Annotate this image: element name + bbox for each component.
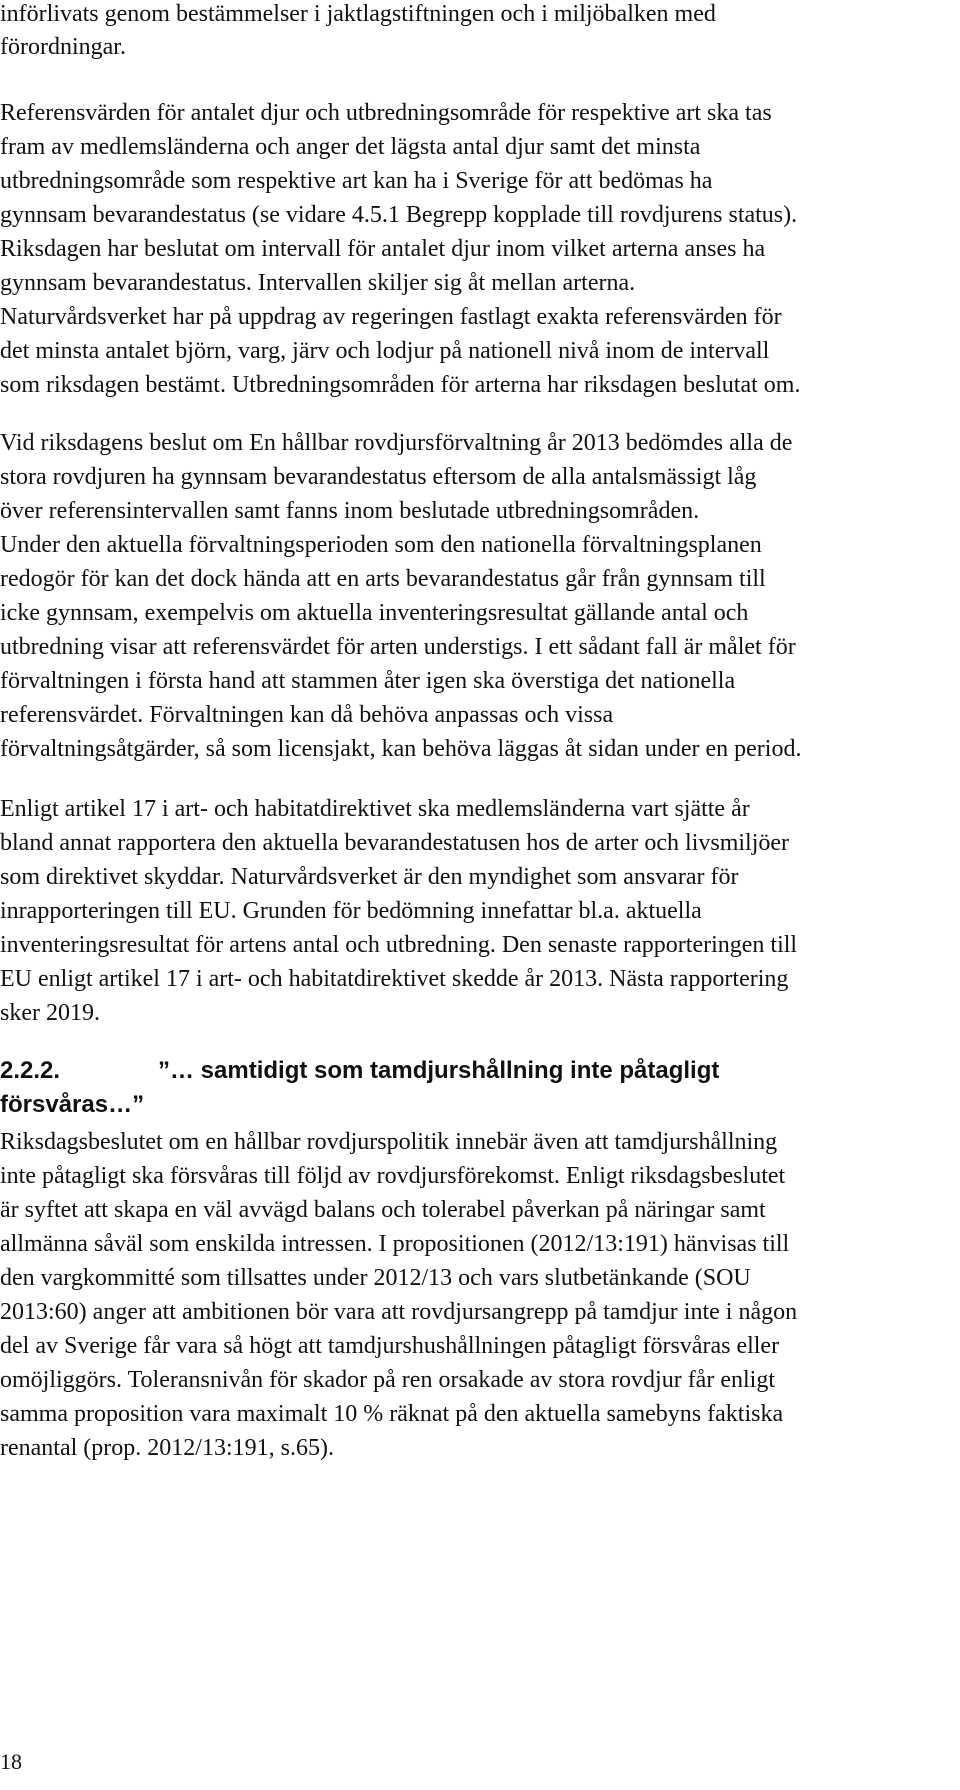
heading-line: försvåras…” <box>0 1091 145 1118</box>
text-line: EU enligt artikel 17 i art- och habitatdirektivet skedde år 2013. Nästa rapportering <box>0 966 789 992</box>
page-number: 18 <box>0 1749 22 1774</box>
text-line: utbredningsområde som respektive art kan ha i Sverige för att bedömas ha <box>0 168 713 194</box>
heading-number: 2.2.2. <box>0 1057 61 1084</box>
text-line: den vargkommitté som tillsattes under 2012/13 och vars slutbetänkande (SOU <box>0 1265 751 1291</box>
text-line: förvaltningsåtgärder, så som licensjakt, kan behöva läggas åt sidan under en period. <box>0 736 802 762</box>
text-line: Naturvårdsverket har på uppdrag av regeringen fastlagt exakta referensvärden för <box>0 304 782 330</box>
text-line: redogör för kan det dock hända att en arts bevarandestatus går från gynnsam till <box>0 566 766 592</box>
text-line: Vid riksdagens beslut om En hållbar rovdjursförvaltning år 2013 bedömdes alla de <box>0 430 793 456</box>
text-line: införlivats genom bestämmelser i jaktlagstiftningen och i miljöbalken med <box>0 1 716 27</box>
text-line: som riksdagen bestämt. Utbredningsområden för arterna har riksdagen beslutat om. <box>0 372 801 398</box>
text-line: sker 2019. <box>0 1000 100 1026</box>
text-line: bland annat rapportera den aktuella bevarandestatusen hos de arter och livsmiljöer <box>0 830 790 856</box>
text-line: Referensvärden för antalet djur och utbredningsområde för respektive art ska tas <box>0 100 772 126</box>
text-line: stora rovdjuren ha gynnsam bevarandestatus eftersom de alla antalsmässigt låg <box>0 464 757 490</box>
text-line: inventeringsresultat för artens antal och utbredning. Den senaste rapporteringen till <box>0 932 798 958</box>
text-line: Enligt artikel 17 i art- och habitatdirektivet ska medlemsländerna vart sjätte år <box>0 796 750 822</box>
heading-title: ”… samtidigt som tamdjurshållning inte påtagligt <box>158 1057 720 1084</box>
text-line: gynnsam bevarandestatus (se vidare 4.5.1 Begrepp kopplade till rovdjurens status). <box>0 202 798 228</box>
text-line: förordningar. <box>0 34 126 60</box>
text-line: 2013:60) anger att ambitionen bör vara att rovdjursangrepp på tamdjur inte i någon <box>0 1299 798 1325</box>
text-line: utbredning visar att referensvärdet för arten understigs. I ett sådant fall är målet för <box>0 634 796 660</box>
text-line: är syftet att skapa en väl avvägd balans och tolerabel påverkan på näringar samt <box>0 1197 766 1223</box>
text-line: över referensintervallen samt fanns inom beslutade utbredningsområden. <box>0 498 700 524</box>
text-line: Riksdagen har beslutat om intervall för antalet djur inom vilket arterna anses ha <box>0 236 766 262</box>
text-line: som direktivet skyddar. Naturvårdsverket är den myndighet som ansvarar för <box>0 864 739 890</box>
text-line: inrapporteringen till EU. Grunden för bedömning innefattar bl.a. aktuella <box>0 898 702 924</box>
text-line: Riksdagsbeslutet om en hållbar rovdjurspolitik innebär även att tamdjurshållning <box>0 1129 778 1155</box>
text-line: förvaltningen i första hand att stammen åter igen ska överstiga det nationella <box>0 668 736 694</box>
text-line: del av Sverige får vara så högt att tamdjurshushållningen påtagligt försvåras eller <box>0 1333 780 1359</box>
heading-line <box>0 1052 719 1089</box>
text-line: Under den aktuella förvaltningsperioden som den nationella förvaltningsplanen <box>0 532 762 558</box>
text-line: omöjliggörs. Toleransnivån för skador på ren orsakade av stora rovdjur får enligt <box>0 1367 775 1393</box>
text-line: referensvärdet. Förvaltningen kan då behöva anpassas och vissa <box>0 702 614 728</box>
text-line: allmänna såväl som enskilda intressen. I propositionen (2012/13:191) hänvisas till <box>0 1231 790 1257</box>
text-line: icke gynnsam, exempelvis om aktuella inventeringsresultat gällande antal och <box>0 600 749 626</box>
text-line: samma proposition vara maximalt 10 % räknat på den aktuella samebyns faktiska <box>0 1401 784 1427</box>
text-line: fram av medlemsländerna och anger det lägsta antal djur samt det minsta <box>0 134 701 160</box>
text-line: det minsta antalet björn, varg, järv och lodjur på nationell nivå inom de intervall <box>0 338 770 364</box>
text-line: inte påtagligt ska försvåras till följd av rovdjursförekomst. Enligt riksdagsbeslutet <box>0 1163 786 1189</box>
text-line: gynnsam bevarandestatus. Intervallen skiljer sig åt mellan arterna. <box>0 270 636 296</box>
text-line: renantal (prop. 2012/13:191, s.65). <box>0 1435 334 1461</box>
